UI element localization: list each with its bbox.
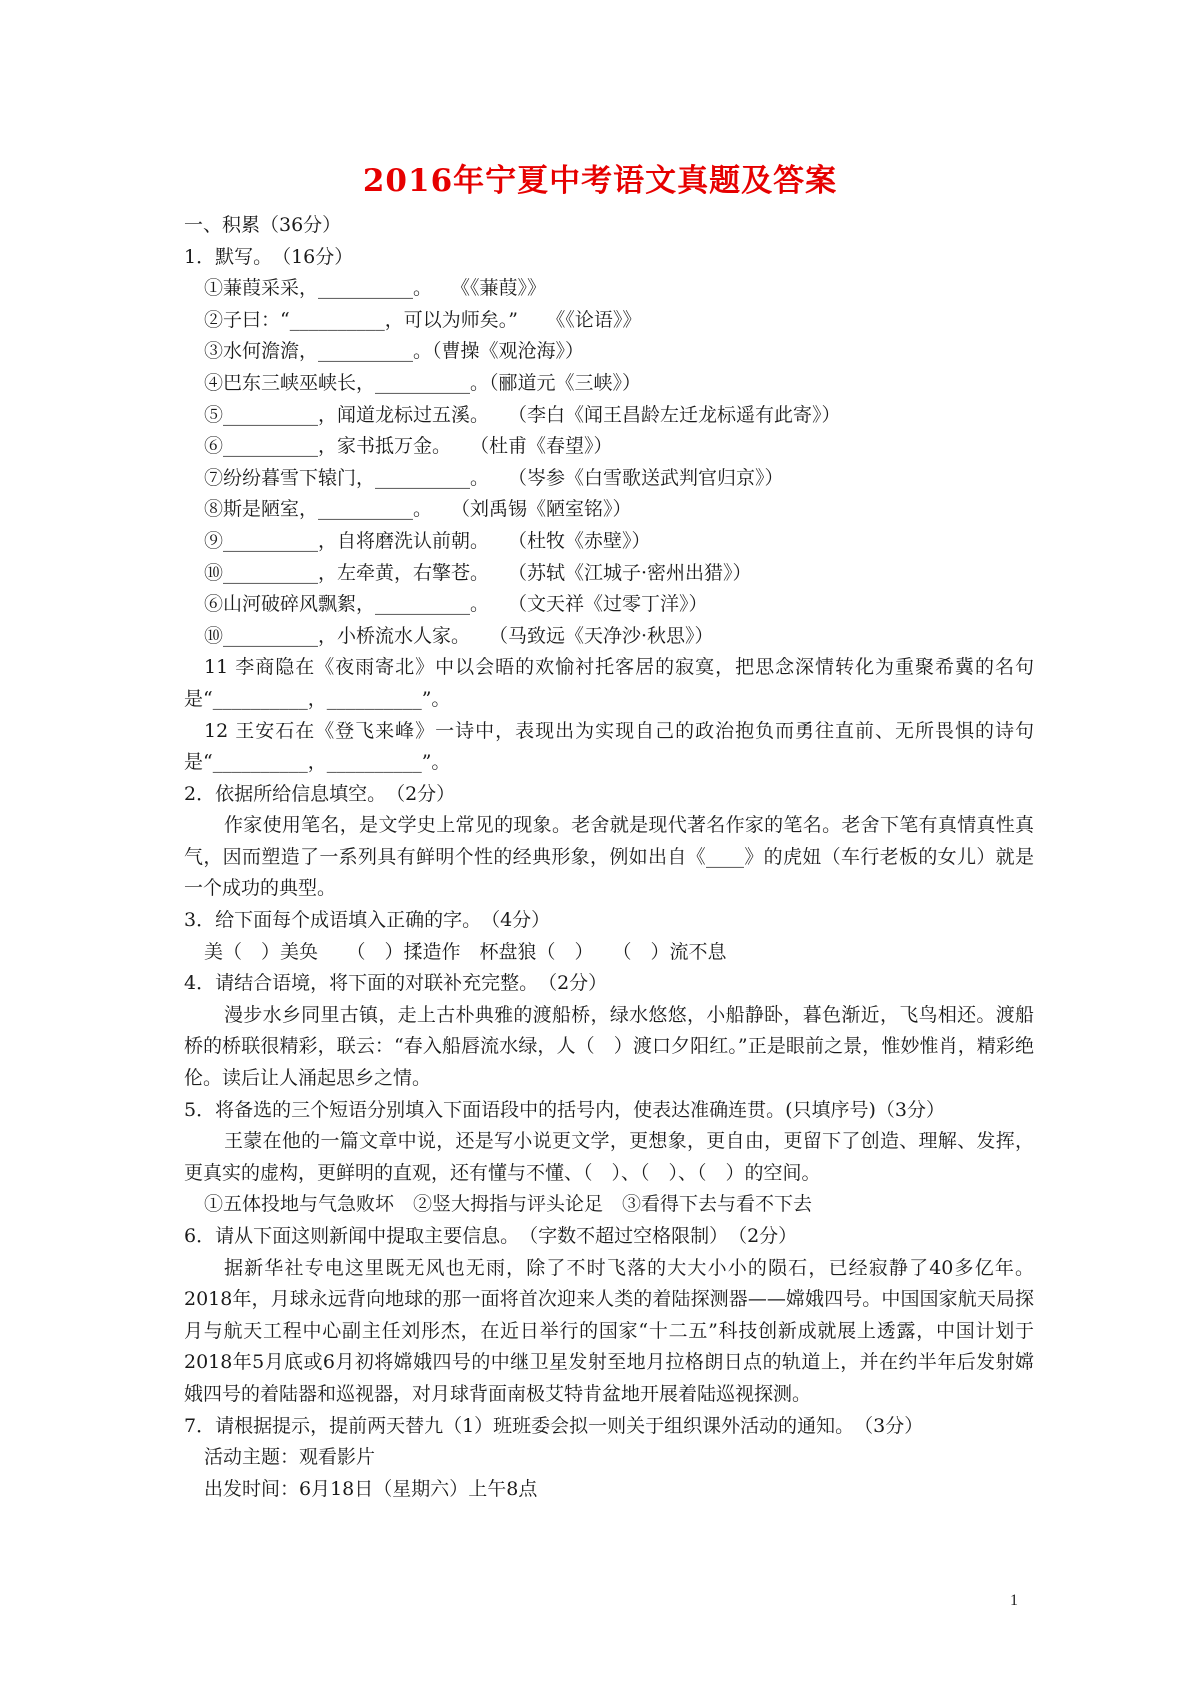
question-3: 3．给下面每个成语填入正确的字。 （4分） <box>184 909 551 932</box>
q1-item-12: ⑩__________，小桥流水人家。 （马致远《天净沙·秋思》） <box>204 624 714 647</box>
question-7: 7．请根据提示，提前两天替九（1）班班委会拟一则关于组织课外活动的通知。 （3分） <box>184 1414 924 1437</box>
exam-content <box>184 210 1034 1505</box>
q7-theme: 活动主题：观看影片 <box>204 1446 376 1469</box>
q1-item-2: ②子曰：“__________，可以为师矣。” 《《论语》》 <box>204 308 642 331</box>
question-4: 4．请结合语境，将下面的对联补充完整。 （2分） <box>184 972 608 995</box>
q5-passage: 王蒙在他的一篇文章中说，还是写小说更文学，更想象，更自由，更留下了创造、理解、发挥，更真实的虚构，更鲜明的直观，还有懂与不懂、（ ）、（ ）、（ ）的空间。 <box>184 1130 1034 1184</box>
q1-item-7: ⑦纷纷暮雪下辕门，__________。 （岑参《白雪歌送武判官归京》） <box>204 466 784 489</box>
q4-passage: 漫步水乡同里古镇，走上古朴典雅的渡船桥，绿水悠悠，小船静卧，暮色渐近，飞鸟相还。渡船桥的桥联很精彩，联云：“春入船唇流水绿，人（ ）渡口夕阳红。”正是眼前之景，惟妙惟肖，精彩绝伦。读后让人涌起思乡之情。 <box>184 1003 1034 1090</box>
question-5: 5．将备选的三个短语分别填入下面语段中的括号内，使表达准确连贯。(只填序号)（3分） <box>184 1098 946 1121</box>
question-2: 2．依据所给信息填空。 （2分） <box>184 782 456 805</box>
q1-item-9: ⑨__________，自将磨洗认前朝。 （杜牧《赤壁》） <box>204 529 651 552</box>
q7-time: 出发时间：6月18日（星期六）上午8点 <box>204 1477 538 1500</box>
q1-item-11: ⑥山河破碎风飘絮，__________。 （文天祥《过零丁洋》） <box>204 593 708 616</box>
q1-item-13: 11 李商隐在《夜雨寄北》中以会晤的欢愉衬托客居的寂寞，把思念深情转化为重聚希冀的名句是“__________，__________”。 <box>184 656 1034 710</box>
page-number: 1 <box>1010 1592 1018 1609</box>
q1-item-6: ⑥__________，家书抵万金。 （杜甫《春望》） <box>204 435 613 458</box>
q1-item-1: ①蒹葭采采，__________。 《《蒹葭》》 <box>204 277 547 300</box>
q6-passage: 据新华社专电这里既无风也无雨，除了不时飞落的大大小小的陨石，已经寂静了40多亿年。2018年，月球永远背向地球的那一面将首次迎来人类的着陆探测器——嫦娥四号。中国国家航天局探月与航天工程中心副主任刘彤杰，在近日举行的国家“十二五”科技创新成就展上透露，中国计划于2018年5月底或6月初将嫦娥四号的中继卫星发射至地月拉格朗日点的轨道上，并在约半年后发射嫦娥四号的着陆器和巡视器，对月球背面南极艾特肯盆地开展着陆巡视探测。 <box>184 1256 1034 1405</box>
q2-passage: 作家使用笔名，是文学史上常见的现象。老舍就是现代著名作家的笔名。老舍下笔有真情真性真气，因而塑造了一系列具有鲜明个性的经典形象，例如出自《____》的虎妞（车行老板的女儿）就是一个成功的典型。 <box>184 814 1034 900</box>
q1-item-10: ⑩__________，左牵黄，右擎苍。 （苏轼《江城子·密州出猎》） <box>204 561 752 584</box>
question-1: 1．默写。 （16分） <box>184 245 354 268</box>
q1-item-3: ③水何澹澹，__________。（曹操《观沧海》） <box>204 340 585 363</box>
q1-item-4: ④巴东三峡巫峡长，__________。（郦道元《三峡》） <box>204 371 642 394</box>
q5-options: ①五体投地与气急败坏 ②竖大拇指与评头论足 ③看得下去与看不下去 <box>204 1193 813 1216</box>
q1-item-8: ⑧斯是陋室，__________。 （刘禹锡《陋室铭》） <box>204 498 632 521</box>
question-6: 6．请从下面这则新闻中提取主要信息。 （字数不超过空格限制） （2分） <box>184 1225 798 1247</box>
section-heading: 一、积累（36分） <box>184 214 342 236</box>
q3-items: 美（ ）美奂 （ ）揉造作 杯盘狼（ ） （ ）流不息 <box>204 940 727 963</box>
q1-item-14: 12 王安石在《登飞来峰》一诗中，表现出为实现自己的政治抱负而勇往直前、无所畏惧的诗句是“__________，__________”。 <box>184 719 1034 774</box>
page-title: 2016年宁夏中考语文真题及答案 <box>362 163 838 199</box>
q1-item-5: ⑤__________，闻道龙标过五溪。 （李白《闻王昌龄左迁龙标遥有此寄》） <box>204 403 841 426</box>
